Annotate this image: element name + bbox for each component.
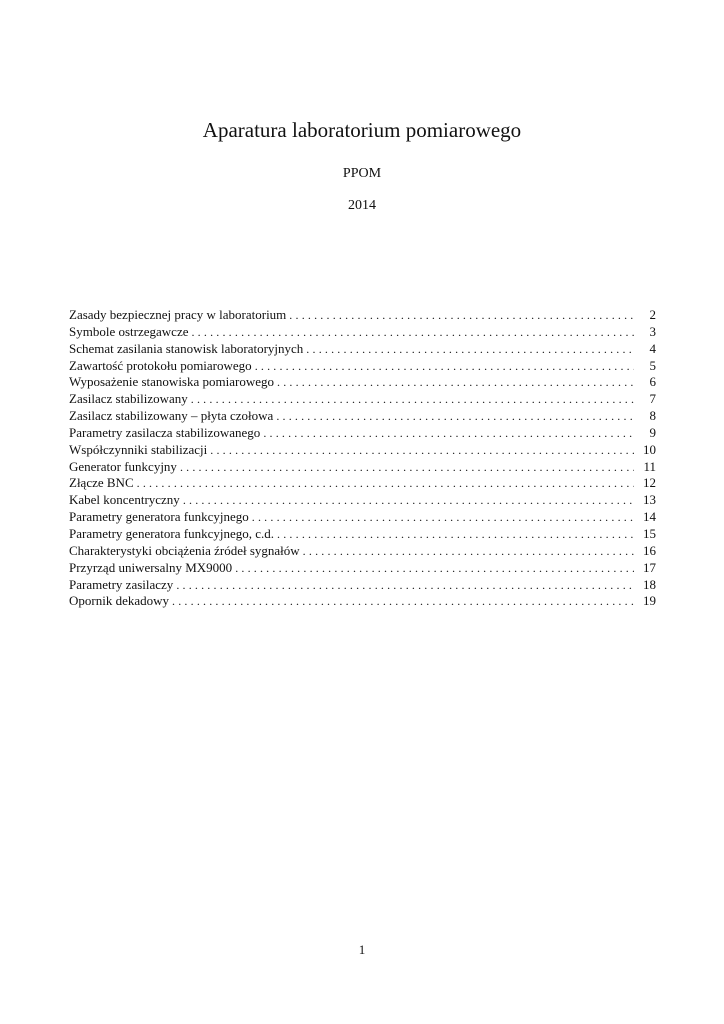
toc-entry[interactable] — [69, 475, 656, 492]
toc-entry[interactable] — [69, 459, 656, 476]
toc-entry-label: Zasilacz stabilizowany – płyta czołowa — [69, 408, 274, 424]
toc-leader-dots — [303, 543, 634, 560]
toc-entry[interactable] — [69, 543, 656, 560]
toc-entry[interactable] — [69, 358, 656, 375]
toc-entry-page: 4 — [649, 340, 656, 356]
toc-entry-label: Schemat zasilania stanowisk laboratoryjnych — [69, 340, 304, 356]
toc-entry-page: 6 — [649, 374, 656, 390]
toc-leader-dots — [176, 577, 634, 594]
page-number: 1 — [358, 942, 366, 957]
toc-entry-page: 3 — [649, 323, 656, 339]
toc-entry-label: Parametry generatora funkcyjnego — [69, 509, 249, 525]
toc-entry-label: Parametry zasilaczy — [69, 576, 174, 592]
toc-entry[interactable] — [69, 442, 656, 459]
toc-entry-page: 8 — [649, 408, 656, 424]
toc-entry[interactable] — [69, 341, 656, 358]
toc-entry-label: Zasilacz stabilizowany — [69, 391, 188, 407]
table-of-contents — [69, 307, 656, 610]
toc-entry-label: Zawartość protokołu pomiarowego — [69, 357, 252, 373]
toc-leader-dots — [277, 374, 634, 391]
toc-leader-dots — [137, 475, 634, 492]
toc-entry-page: 16 — [643, 542, 656, 558]
toc-entry-page: 17 — [643, 559, 656, 575]
toc-entry-label: Symbole ostrzegawcze — [69, 323, 189, 339]
toc-entry-label: Charakterystyki obciążenia źródeł sygnałów — [69, 542, 300, 558]
toc-entry-page: 14 — [643, 509, 656, 525]
toc-entry-page: 9 — [649, 424, 656, 440]
toc-leader-dots — [276, 408, 634, 425]
document-author: PPOM — [342, 166, 382, 181]
toc-entry[interactable] — [69, 408, 656, 425]
toc-entry-label: Generator funkcyjny — [69, 458, 177, 474]
toc-entry-label: Zasady bezpiecznej pracy w laboratorium — [69, 307, 287, 322]
toc-entry-label: Opornik dekadowy — [69, 593, 170, 609]
toc-entry-page: 13 — [643, 492, 656, 508]
toc-leader-dots — [183, 492, 634, 509]
toc-entry-label: Współczynniki stabilizacji — [69, 441, 208, 457]
toc-entry[interactable] — [69, 492, 656, 509]
toc-entry[interactable] — [69, 526, 656, 543]
toc-entry-page: 11 — [643, 458, 656, 474]
toc-leader-dots — [263, 425, 634, 442]
toc-entry-label: Wyposażenie stanowiska pomiarowego — [69, 374, 274, 390]
toc-entry-label: Przyrząd uniwersalny MX9000 — [69, 559, 233, 575]
toc-entry[interactable] — [69, 560, 656, 577]
toc-entry-page: 10 — [643, 441, 656, 457]
toc-entry-page: 7 — [649, 391, 656, 407]
toc-entry-page: 18 — [643, 576, 656, 592]
toc-leader-dots — [289, 307, 634, 324]
toc-leader-dots — [235, 560, 634, 577]
toc-leader-dots — [306, 341, 634, 358]
toc-entry-page: 2 — [649, 307, 656, 322]
toc-leader-dots — [180, 459, 634, 476]
document-date: 2014 — [348, 198, 376, 213]
toc-entry[interactable] — [69, 509, 656, 526]
toc-entry[interactable] — [69, 324, 656, 341]
toc-leader-dots — [277, 526, 634, 543]
toc-entry-label: Kabel koncentryczny — [69, 492, 180, 508]
toc-leader-dots — [172, 593, 634, 610]
toc-entry-label: Złącze BNC — [69, 475, 134, 491]
toc-entry[interactable] — [69, 593, 656, 610]
toc-entry[interactable] — [69, 374, 656, 391]
toc-entry-page: 19 — [643, 593, 656, 609]
toc-entry-label: Parametry generatora funkcyjnego, c.d. — [69, 525, 275, 541]
toc-entry-label: Parametry zasilacza stabilizowanego — [69, 424, 261, 440]
toc-leader-dots — [255, 358, 634, 375]
toc-leader-dots — [191, 324, 634, 341]
toc-entry[interactable] — [69, 391, 656, 408]
toc-entry[interactable] — [69, 307, 656, 324]
toc-entry[interactable] — [69, 577, 656, 594]
toc-entry-page: 12 — [643, 475, 656, 491]
toc-leader-dots — [210, 442, 634, 459]
toc-entry-page: 5 — [649, 357, 656, 373]
toc-leader-dots — [252, 509, 634, 526]
toc-leader-dots — [191, 391, 634, 408]
toc-entry-page: 15 — [643, 525, 656, 541]
toc-entry[interactable] — [69, 425, 656, 442]
document-title: Aparatura laboratorium pomiarowego — [202, 118, 522, 142]
